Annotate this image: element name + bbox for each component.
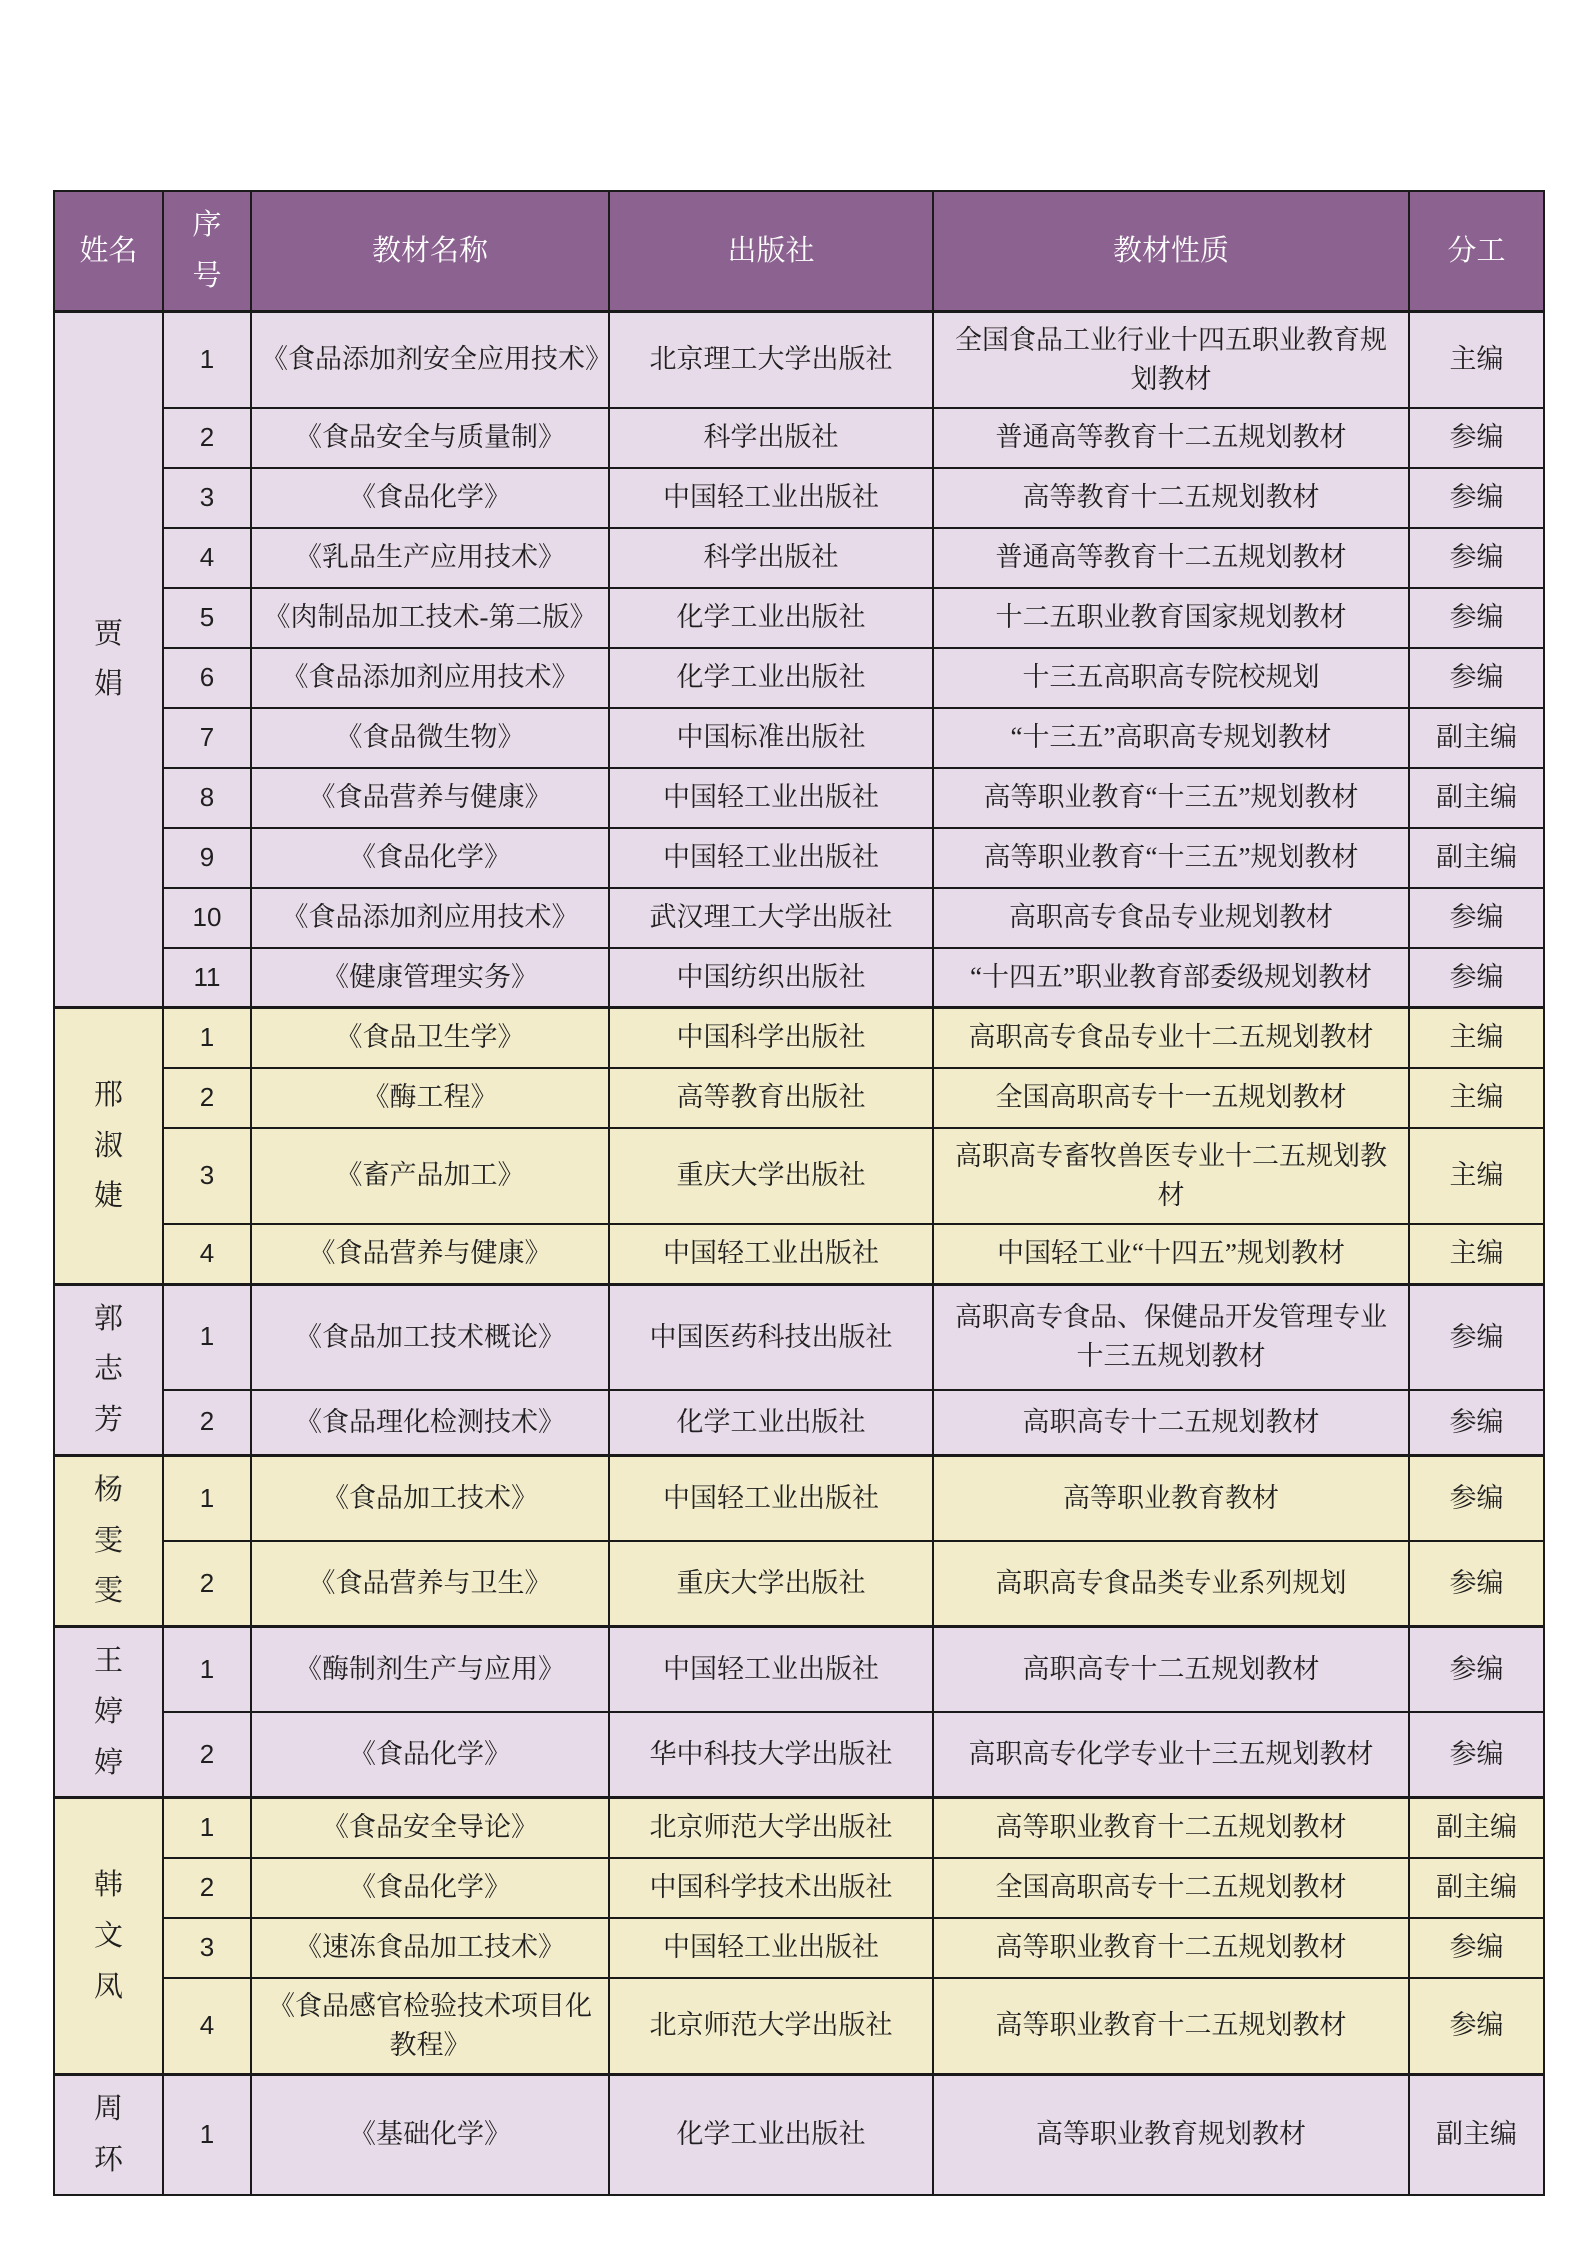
table-body <box>54 311 1544 2195</box>
publisher-cell: 中国纺织出版社 <box>609 948 933 1008</box>
role-cell: 参编 <box>1409 528 1544 588</box>
table-row <box>54 588 1544 648</box>
textbook-title-cell: 《畜产品加工》 <box>251 1128 609 1224</box>
table-row <box>54 528 1544 588</box>
textbook-title-cell: 《健康管理实务》 <box>251 948 609 1008</box>
header-row <box>54 191 1544 311</box>
table-row <box>54 408 1544 468</box>
textbook-title-cell: 《食品营养与健康》 <box>251 768 609 828</box>
textbook-title-cell: 《食品安全与质量制》 <box>251 408 609 468</box>
serial-number-cell: 5 <box>163 588 251 648</box>
role-cell: 主编 <box>1409 1068 1544 1128</box>
role-cell: 参编 <box>1409 1978 1544 2075</box>
textbook-nature-cell: 高职高专畜牧兽医专业十二五规划教材 <box>933 1128 1409 1224</box>
textbook-nature-cell: 高职高专化学专业十三五规划教材 <box>933 1712 1409 1798</box>
serial-number-cell: 2 <box>163 1712 251 1798</box>
textbook-nature-cell: 高等职业教育十二五规划教材 <box>933 1978 1409 2075</box>
author-name-cell <box>54 1008 163 1284</box>
publisher-cell: 中国轻工业出版社 <box>609 1918 933 1978</box>
serial-number-cell: 4 <box>163 1224 251 1284</box>
table-row <box>54 1978 1544 2075</box>
author-name-cell <box>54 1284 163 1455</box>
textbook-title-cell: 《食品添加剂安全应用技术》 <box>251 311 609 408</box>
publisher-cell: 化学工业出版社 <box>609 2075 933 2195</box>
textbook-title-cell: 《食品化学》 <box>251 468 609 528</box>
role-cell: 参编 <box>1409 888 1544 948</box>
serial-number-cell: 1 <box>163 1798 251 1858</box>
textbook-nature-cell: 全国高职高专十二五规划教材 <box>933 1858 1409 1918</box>
textbook-nature-cell: 中国轻工业“十四五”规划教材 <box>933 1224 1409 1284</box>
publisher-cell: 北京师范大学出版社 <box>609 1978 933 2075</box>
textbook-nature-cell: 高职高专食品专业规划教材 <box>933 888 1409 948</box>
serial-number-cell: 11 <box>163 948 251 1008</box>
publisher-cell: 华中科技大学出版社 <box>609 1712 933 1798</box>
textbook-title-cell: 《食品安全导论》 <box>251 1798 609 1858</box>
textbook-nature-cell: 全国高职高专十一五规划教材 <box>933 1068 1409 1128</box>
textbook-title-cell: 《酶工程》 <box>251 1068 609 1128</box>
publisher-cell: 中国科学出版社 <box>609 1008 933 1068</box>
serial-number-cell: 3 <box>163 1128 251 1224</box>
publisher-cell: 中国轻工业出版社 <box>609 468 933 528</box>
textbook-nature-cell: 普通高等教育十二五规划教材 <box>933 408 1409 468</box>
role-cell: 参编 <box>1409 408 1544 468</box>
textbook-table <box>53 190 1545 2196</box>
author-name-cell <box>54 2075 163 2195</box>
table-row <box>54 468 1544 528</box>
publisher-cell: 化学工业出版社 <box>609 648 933 708</box>
textbook-nature-cell: 高职高专食品、保健品开发管理专业十三五规划教材 <box>933 1284 1409 1390</box>
author-name: 贾娟 <box>93 617 123 701</box>
author-name: 王婷婷 <box>93 1645 123 1779</box>
role-cell: 参编 <box>1409 1712 1544 1798</box>
serial-number-cell: 2 <box>163 1541 251 1627</box>
author-name-cell <box>54 1798 163 2075</box>
table-row <box>54 1008 1544 1068</box>
serial-number-cell: 7 <box>163 708 251 768</box>
author-name: 杨雯雯 <box>93 1473 123 1608</box>
publisher-cell: 北京理工大学出版社 <box>609 311 933 408</box>
col-header-publisher: 出版社 <box>609 191 933 311</box>
serial-number-cell: 2 <box>163 1068 251 1128</box>
table-row <box>54 1858 1544 1918</box>
publisher-cell: 科学出版社 <box>609 528 933 588</box>
author-name-cell <box>54 1627 163 1798</box>
serial-number-cell: 6 <box>163 648 251 708</box>
textbook-title-cell: 《食品感官检验技术项目化教程》 <box>251 1978 609 2075</box>
publisher-cell: 重庆大学出版社 <box>609 1128 933 1224</box>
publisher-cell: 高等教育出版社 <box>609 1068 933 1128</box>
serial-number-cell: 4 <box>163 528 251 588</box>
textbook-title-cell: 《食品化学》 <box>251 1712 609 1798</box>
table-row <box>54 311 1544 408</box>
table-row <box>54 2075 1544 2195</box>
author-name-cell <box>54 311 163 1008</box>
author-name-cell <box>54 1455 163 1626</box>
textbook-title-cell: 《酶制剂生产与应用》 <box>251 1627 609 1713</box>
role-cell: 参编 <box>1409 1455 1544 1541</box>
role-cell: 副主编 <box>1409 708 1544 768</box>
textbook-nature-cell: 高等职业教育十二五规划教材 <box>933 1918 1409 1978</box>
publisher-cell: 中国标准出版社 <box>609 708 933 768</box>
col-header-nature: 教材性质 <box>933 191 1409 311</box>
col-header-no: 序号 <box>163 191 251 311</box>
table-row <box>54 1284 1544 1390</box>
serial-number-cell: 3 <box>163 1918 251 1978</box>
serial-number-cell: 3 <box>163 468 251 528</box>
role-cell: 参编 <box>1409 1627 1544 1713</box>
textbook-nature-cell: 十三五高职高专院校规划 <box>933 648 1409 708</box>
role-cell: 副主编 <box>1409 1858 1544 1918</box>
textbook-title-cell: 《食品添加剂应用技术》 <box>251 888 609 948</box>
col-header-name: 姓名 <box>54 191 163 311</box>
textbook-title-cell: 《食品化学》 <box>251 1858 609 1918</box>
role-cell: 参编 <box>1409 468 1544 528</box>
textbook-nature-cell: 全国食品工业行业十四五职业教育规划教材 <box>933 311 1409 408</box>
serial-number-cell: 1 <box>163 1284 251 1390</box>
table-row <box>54 648 1544 708</box>
textbook-nature-cell: 普通高等教育十二五规划教材 <box>933 528 1409 588</box>
role-cell: 参编 <box>1409 1918 1544 1978</box>
col-header-title: 教材名称 <box>251 191 609 311</box>
role-cell: 主编 <box>1409 311 1544 408</box>
role-cell: 副主编 <box>1409 1798 1544 1858</box>
textbook-nature-cell: 高等教育十二五规划教材 <box>933 468 1409 528</box>
serial-number-cell: 4 <box>163 1978 251 2075</box>
role-cell: 主编 <box>1409 1008 1544 1068</box>
textbook-nature-cell: 高等职业教育十二五规划教材 <box>933 1798 1409 1858</box>
table-row <box>54 1128 1544 1224</box>
table-row <box>54 1541 1544 1627</box>
table-row <box>54 1390 1544 1456</box>
publisher-cell: 北京师范大学出版社 <box>609 1798 933 1858</box>
textbook-title-cell: 《食品理化检测技术》 <box>251 1390 609 1456</box>
textbook-title-cell: 《食品营养与健康》 <box>251 1224 609 1284</box>
publisher-cell: 中国轻工业出版社 <box>609 1455 933 1541</box>
role-cell: 主编 <box>1409 1128 1544 1224</box>
role-cell: 参编 <box>1409 1541 1544 1627</box>
role-cell: 参编 <box>1409 648 1544 708</box>
role-cell: 副主编 <box>1409 2075 1544 2195</box>
serial-number-cell: 10 <box>163 888 251 948</box>
table-row <box>54 1712 1544 1798</box>
table-header <box>54 191 1544 311</box>
serial-number-cell: 2 <box>163 1858 251 1918</box>
serial-number-cell: 1 <box>163 2075 251 2195</box>
serial-number-cell: 1 <box>163 1455 251 1541</box>
publisher-cell: 中国轻工业出版社 <box>609 1627 933 1713</box>
serial-number-cell: 1 <box>163 1627 251 1713</box>
table-row <box>54 828 1544 888</box>
role-cell: 参编 <box>1409 948 1544 1008</box>
author-name: 韩文凤 <box>93 1869 123 2003</box>
textbook-nature-cell: 高等职业教育“十三五”规划教材 <box>933 768 1409 828</box>
publisher-cell: 中国医药科技出版社 <box>609 1284 933 1390</box>
textbook-nature-cell: 高等职业教育教材 <box>933 1455 1409 1541</box>
role-cell: 参编 <box>1409 1284 1544 1390</box>
publisher-cell: 化学工业出版社 <box>609 1390 933 1456</box>
table-row <box>54 1068 1544 1128</box>
textbook-title-cell: 《速冻食品加工技术》 <box>251 1918 609 1978</box>
publisher-cell: 中国轻工业出版社 <box>609 828 933 888</box>
serial-number-cell: 1 <box>163 311 251 408</box>
col-header-role: 分工 <box>1409 191 1544 311</box>
textbook-title-cell: 《食品添加剂应用技术》 <box>251 648 609 708</box>
textbook-title-cell: 《食品化学》 <box>251 828 609 888</box>
textbook-nature-cell: “十四五”职业教育部委级规划教材 <box>933 948 1409 1008</box>
publisher-cell: 武汉理工大学出版社 <box>609 888 933 948</box>
publisher-cell: 科学出版社 <box>609 408 933 468</box>
textbook-title-cell: 《食品加工技术》 <box>251 1455 609 1541</box>
publisher-cell: 中国科学技术出版社 <box>609 1858 933 1918</box>
serial-number-cell: 8 <box>163 768 251 828</box>
table-row <box>54 768 1544 828</box>
serial-number-cell: 2 <box>163 408 251 468</box>
author-name: 郭志芳 <box>93 1302 123 1437</box>
serial-number-cell: 9 <box>163 828 251 888</box>
role-cell: 副主编 <box>1409 768 1544 828</box>
textbook-nature-cell: 高职高专食品专业十二五规划教材 <box>933 1008 1409 1068</box>
textbook-nature-cell: 高职高专十二五规划教材 <box>933 1390 1409 1456</box>
textbook-nature-cell: “十三五”高职高专规划教材 <box>933 708 1409 768</box>
table-row <box>54 888 1544 948</box>
table-row <box>54 1455 1544 1541</box>
author-name: 周环 <box>93 2093 123 2176</box>
textbook-title-cell: 《食品卫生学》 <box>251 1008 609 1068</box>
textbook-title-cell: 《乳品生产应用技术》 <box>251 528 609 588</box>
textbook-nature-cell: 高等职业教育规划教材 <box>933 2075 1409 2195</box>
publisher-cell: 重庆大学出版社 <box>609 1541 933 1627</box>
textbook-title-cell: 《食品加工技术概论》 <box>251 1284 609 1390</box>
table-row <box>54 708 1544 768</box>
textbook-title-cell: 《食品微生物》 <box>251 708 609 768</box>
table-row <box>54 1798 1544 1858</box>
textbook-nature-cell: 高职高专食品类专业系列规划 <box>933 1541 1409 1627</box>
textbook-nature-cell: 十二五职业教育国家规划教材 <box>933 588 1409 648</box>
serial-number-cell: 1 <box>163 1008 251 1068</box>
textbook-title-cell: 《食品营养与卫生》 <box>251 1541 609 1627</box>
textbook-title-cell: 《基础化学》 <box>251 2075 609 2195</box>
role-cell: 副主编 <box>1409 828 1544 888</box>
table-row <box>54 948 1544 1008</box>
publisher-cell: 化学工业出版社 <box>609 588 933 648</box>
table-row <box>54 1918 1544 1978</box>
publisher-cell: 中国轻工业出版社 <box>609 768 933 828</box>
textbook-nature-cell: 高等职业教育“十三五”规划教材 <box>933 828 1409 888</box>
role-cell: 参编 <box>1409 1390 1544 1456</box>
role-cell: 参编 <box>1409 588 1544 648</box>
table-row <box>54 1627 1544 1713</box>
textbook-nature-cell: 高职高专十二五规划教材 <box>933 1627 1409 1713</box>
author-name: 邢淑婕 <box>93 1078 123 1213</box>
textbook-title-cell: 《肉制品加工技术-第二版》 <box>251 588 609 648</box>
role-cell: 主编 <box>1409 1224 1544 1284</box>
serial-number-cell: 2 <box>163 1390 251 1456</box>
table-row <box>54 1224 1544 1284</box>
publisher-cell: 中国轻工业出版社 <box>609 1224 933 1284</box>
